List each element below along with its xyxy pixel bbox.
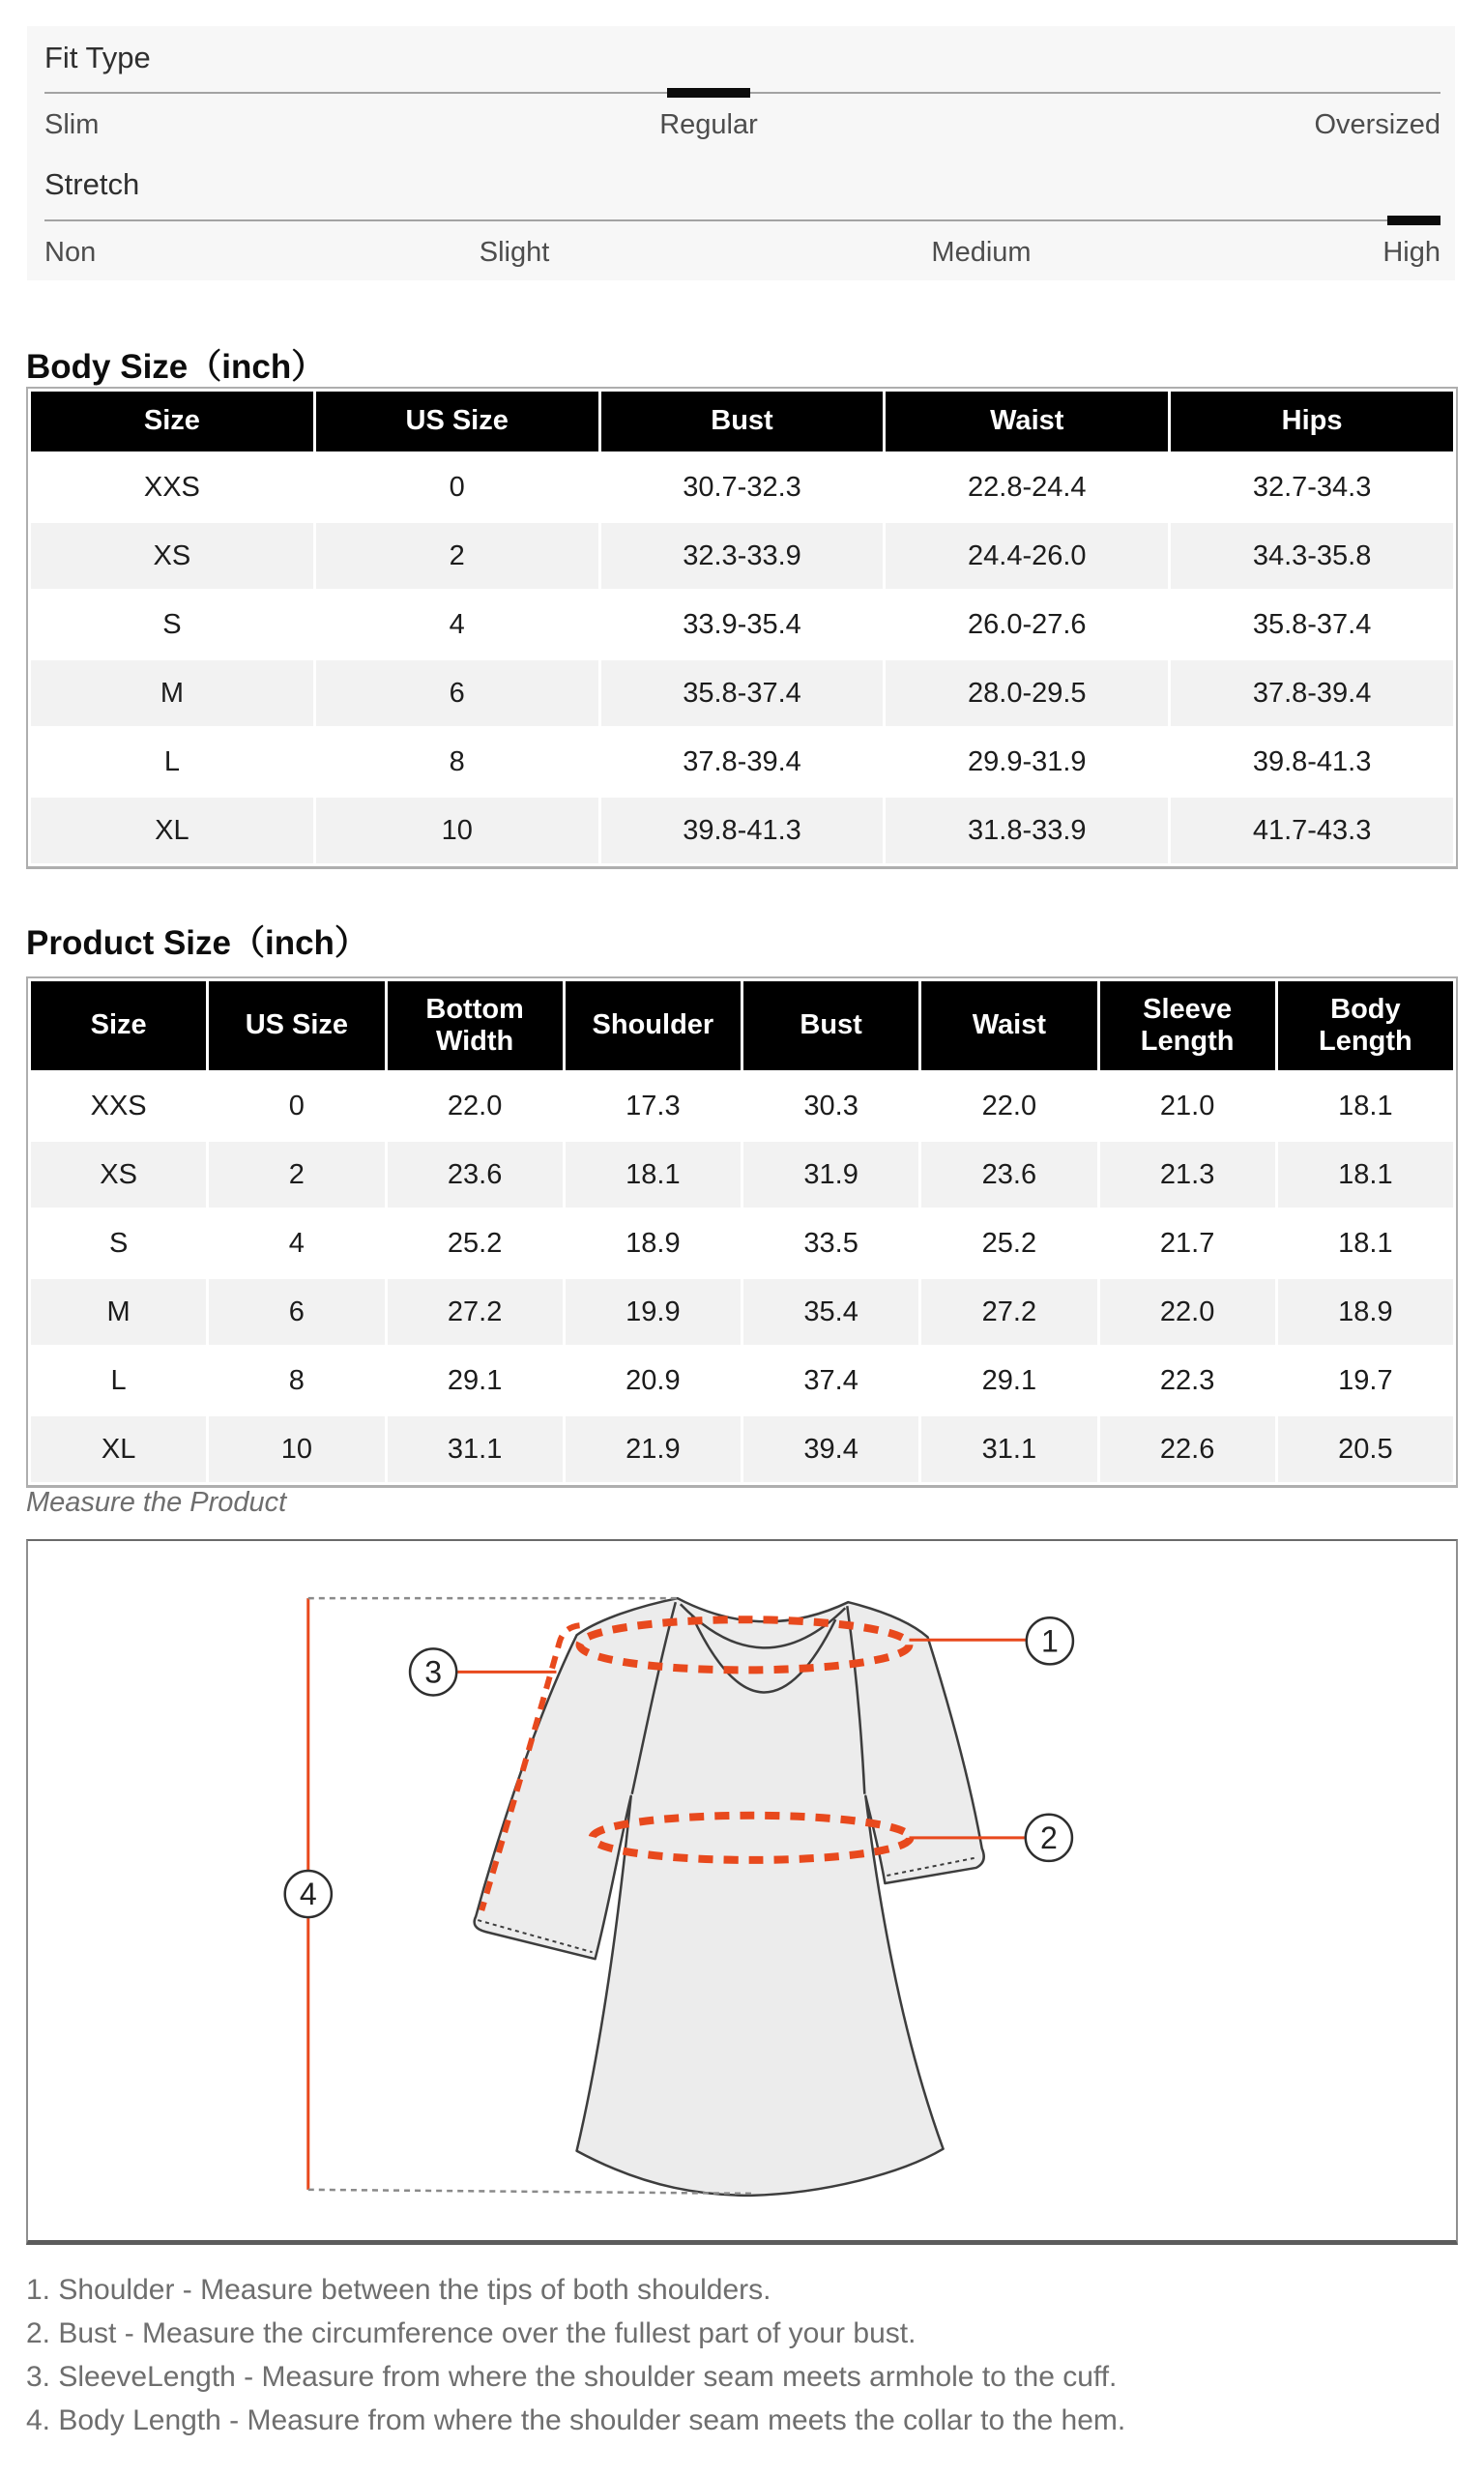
table-cell: 22.8-24.4 xyxy=(886,454,1168,520)
table-cell: 18.1 xyxy=(566,1142,741,1208)
product-size-header-row xyxy=(31,981,1453,1070)
table-cell: 21.3 xyxy=(1100,1142,1275,1208)
svg-text:1: 1 xyxy=(1040,1623,1059,1659)
note-bust: 2. Bust - Measure the circumference over the fullest part of your bust. xyxy=(26,2317,917,2349)
note-shoulder: 1. Shoulder - Measure between the tips of both shoulders. xyxy=(26,2274,771,2306)
table-cell: L xyxy=(31,729,313,795)
table-cell: 25.2 xyxy=(388,1210,563,1276)
table-cell: 19.7 xyxy=(1278,1348,1453,1413)
table-cell: 22.6 xyxy=(1100,1416,1275,1482)
table-cell: 39.4 xyxy=(743,1416,918,1482)
column-header: Size xyxy=(31,981,206,1070)
column-header: Size xyxy=(31,392,313,451)
column-header: Waist xyxy=(886,392,1168,451)
product-size-table-wrap xyxy=(26,976,1458,1488)
column-header: US Size xyxy=(316,392,598,451)
marker-1-shoulder xyxy=(1027,1617,1073,1664)
fit-type-slider xyxy=(44,92,1440,94)
table-cell: 6 xyxy=(209,1279,384,1345)
table-cell: 2 xyxy=(316,523,598,589)
table-row xyxy=(31,729,1453,795)
table-cell: 29.1 xyxy=(921,1348,1096,1413)
table-row xyxy=(31,798,1453,863)
table-cell: 22.0 xyxy=(388,1073,563,1139)
table-cell: 10 xyxy=(316,798,598,863)
table-cell: 29.1 xyxy=(388,1348,563,1413)
product-size-table xyxy=(28,978,1456,1485)
table-cell: S xyxy=(31,1210,206,1276)
table-cell: 8 xyxy=(209,1348,384,1413)
marker-4-body-length xyxy=(285,1871,332,1917)
table-cell: 20.9 xyxy=(566,1348,741,1413)
fit-panel xyxy=(27,26,1455,280)
table-cell: 18.9 xyxy=(566,1210,741,1276)
table-cell: 27.2 xyxy=(921,1279,1096,1345)
table-row xyxy=(31,1073,1453,1139)
table-cell: XL xyxy=(31,1416,206,1482)
tshirt-measure-illustration xyxy=(28,1541,1456,2240)
stretch-marker xyxy=(1387,216,1440,225)
table-cell: 6 xyxy=(316,660,598,726)
table-cell: M xyxy=(31,1279,206,1345)
table-cell: 23.6 xyxy=(388,1142,563,1208)
table-cell: XS xyxy=(31,523,313,589)
measure-notes xyxy=(26,2268,1125,2442)
table-cell: 33.9-35.4 xyxy=(601,592,884,657)
product-size-title: Product Size（inch） xyxy=(26,924,368,962)
table-cell: 25.2 xyxy=(921,1210,1096,1276)
table-cell: 37.8-39.4 xyxy=(601,729,884,795)
table-cell: 28.0-29.5 xyxy=(886,660,1168,726)
table-cell: 21.9 xyxy=(566,1416,741,1482)
table-cell: 31.9 xyxy=(743,1142,918,1208)
table-cell: 32.7-34.3 xyxy=(1171,454,1453,520)
table-cell: 30.7-32.3 xyxy=(601,454,884,520)
table-cell: 22.0 xyxy=(1100,1279,1275,1345)
table-cell: 35.8-37.4 xyxy=(601,660,884,726)
table-cell: 41.7-43.3 xyxy=(1171,798,1453,863)
marker-2-bust xyxy=(1026,1815,1072,1861)
table-cell: 23.6 xyxy=(921,1142,1096,1208)
table-cell: 33.5 xyxy=(743,1210,918,1276)
table-cell: M xyxy=(31,660,313,726)
stretch-option-non: Non xyxy=(44,237,97,268)
fit-type-option-regular: Regular xyxy=(659,109,758,140)
table-cell: 34.3-35.8 xyxy=(1171,523,1453,589)
body-size-table-wrap xyxy=(26,387,1458,869)
table-cell: 20.5 xyxy=(1278,1416,1453,1482)
table-cell: 39.8-41.3 xyxy=(601,798,884,863)
fit-type-option-slim: Slim xyxy=(44,109,100,140)
stretch-label: Stretch xyxy=(44,167,140,201)
measure-caption: Measure the Product xyxy=(26,1487,287,1518)
table-cell: 35.4 xyxy=(743,1279,918,1345)
column-header: Hips xyxy=(1171,392,1453,451)
body-size-header-row xyxy=(31,392,1453,451)
table-cell: 8 xyxy=(316,729,598,795)
table-cell: 22.0 xyxy=(921,1073,1096,1139)
marker-3-sleeve-length xyxy=(410,1648,456,1695)
table-row xyxy=(31,1279,1453,1345)
column-header: Bust xyxy=(601,392,884,451)
table-cell: 32.3-33.9 xyxy=(601,523,884,589)
table-cell: 2 xyxy=(209,1142,384,1208)
fit-type-label: Fit Type xyxy=(44,41,151,74)
fit-type-marker xyxy=(667,88,750,98)
fit-type-option-oversized: Oversized xyxy=(1314,109,1440,140)
table-cell: 30.3 xyxy=(743,1073,918,1139)
note-sleeve-length: 3. SleeveLength - Measure from where the shoulder seam meets armhole to the cuff. xyxy=(26,2361,1118,2393)
table-cell: 18.1 xyxy=(1278,1210,1453,1276)
tshirt-silhouette xyxy=(475,1598,984,2196)
svg-text:4: 4 xyxy=(299,1877,317,1912)
table-row xyxy=(31,1210,1453,1276)
table-cell: 0 xyxy=(209,1073,384,1139)
table-cell: 22.3 xyxy=(1100,1348,1275,1413)
table-row xyxy=(31,1416,1453,1482)
stretch-option-slight: Slight xyxy=(479,237,550,268)
table-row xyxy=(31,523,1453,589)
column-header: Body Length xyxy=(1278,981,1453,1070)
note-body-length: 4. Body Length - Measure from where the shoulder seam meets the collar to the hem. xyxy=(26,2404,1126,2436)
table-cell: 39.8-41.3 xyxy=(1171,729,1453,795)
table-cell: S xyxy=(31,592,313,657)
table-cell: 0 xyxy=(316,454,598,520)
table-cell: XXS xyxy=(31,454,313,520)
table-cell: 24.4-26.0 xyxy=(886,523,1168,589)
stretch-option-high: High xyxy=(1382,237,1440,268)
body-size-title: Body Size（inch） xyxy=(26,348,326,386)
table-cell: 31.8-33.9 xyxy=(886,798,1168,863)
column-header: Bottom Width xyxy=(388,981,563,1070)
body-size-table xyxy=(28,389,1456,866)
table-cell: 29.9-31.9 xyxy=(886,729,1168,795)
table-cell: 17.3 xyxy=(566,1073,741,1139)
table-row xyxy=(31,660,1453,726)
table-row xyxy=(31,454,1453,520)
table-cell: 21.7 xyxy=(1100,1210,1275,1276)
table-cell: 35.8-37.4 xyxy=(1171,592,1453,657)
table-cell: 18.1 xyxy=(1278,1073,1453,1139)
table-cell: 31.1 xyxy=(921,1416,1096,1482)
column-header: US Size xyxy=(209,981,384,1070)
table-cell: 19.9 xyxy=(566,1279,741,1345)
table-cell: XXS xyxy=(31,1073,206,1139)
table-cell: 4 xyxy=(316,592,598,657)
table-cell: XS xyxy=(31,1142,206,1208)
column-header: Bust xyxy=(743,981,918,1070)
table-cell: 18.1 xyxy=(1278,1142,1453,1208)
column-header: Shoulder xyxy=(566,981,741,1070)
table-row xyxy=(31,1348,1453,1413)
table-cell: 10 xyxy=(209,1416,384,1482)
table-cell: XL xyxy=(31,798,313,863)
table-cell: L xyxy=(31,1348,206,1413)
table-cell: 31.1 xyxy=(388,1416,563,1482)
table-cell: 26.0-27.6 xyxy=(886,592,1168,657)
svg-text:3: 3 xyxy=(424,1654,443,1690)
svg-text:2: 2 xyxy=(1039,1820,1058,1855)
measure-diagram xyxy=(26,1539,1458,2245)
stretch-slider xyxy=(44,219,1440,221)
table-cell: 21.0 xyxy=(1100,1073,1275,1139)
table-cell: 18.9 xyxy=(1278,1279,1453,1345)
table-cell: 37.8-39.4 xyxy=(1171,660,1453,726)
table-cell: 4 xyxy=(209,1210,384,1276)
column-header: Sleeve Length xyxy=(1100,981,1275,1070)
stretch-option-medium: Medium xyxy=(931,237,1032,268)
table-cell: 37.4 xyxy=(743,1348,918,1413)
table-row xyxy=(31,592,1453,657)
table-row xyxy=(31,1142,1453,1208)
column-header: Waist xyxy=(921,981,1096,1070)
table-cell: 27.2 xyxy=(388,1279,563,1345)
